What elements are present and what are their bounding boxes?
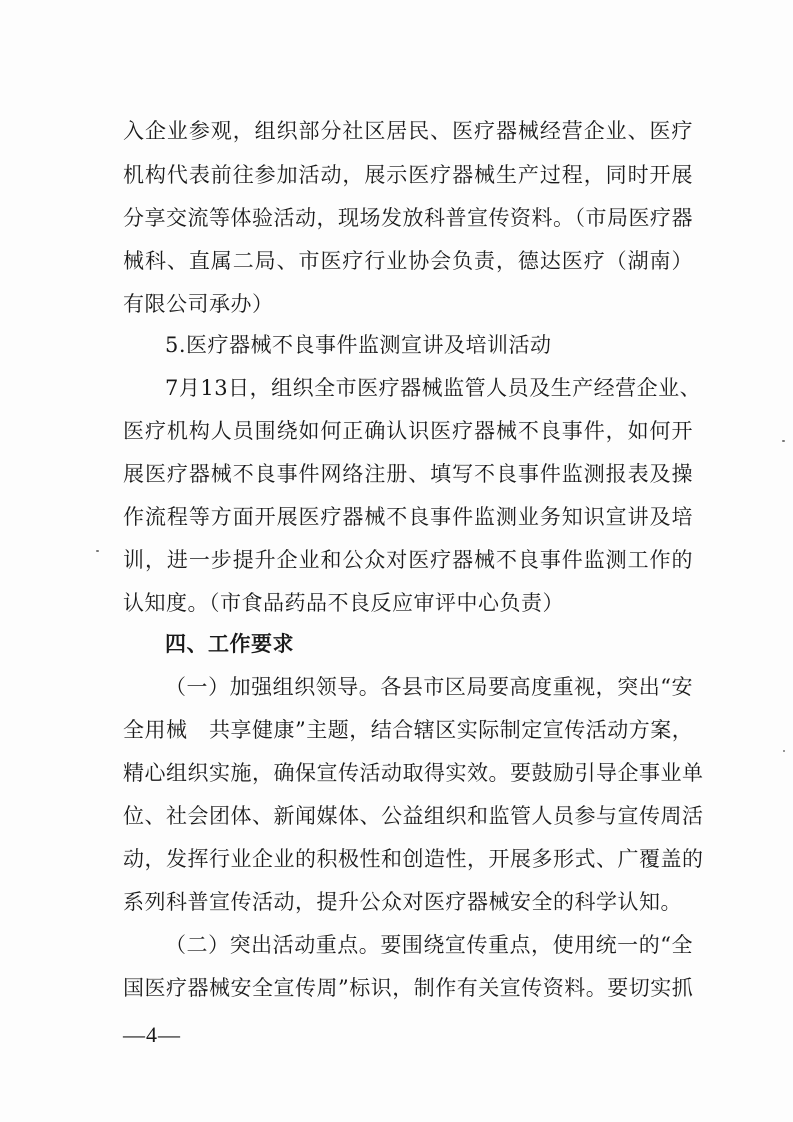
body-line: 入企业参观，组织部分社区居民、医疗器械经营企业、医疗 — [123, 119, 693, 143]
body-line: 全用械 共享健康”主题，结合辖区实际制定宣传活动方案， — [123, 718, 694, 742]
scan-speck — [782, 440, 785, 442]
body-line: （一）加强组织领导。各县市区局要高度重视，突出“安 — [165, 675, 693, 699]
scan-speck — [783, 750, 785, 752]
body-line: 医疗机构人员围绕如何正确认识医疗器械不良事件，如何开 — [123, 419, 693, 443]
body-line: 分享交流等体验活动，现场发放科普宣传资料。（市局医疗器 — [123, 206, 693, 230]
body-line: 系列科普宣传活动，提升公众对医疗器械安全的科学认知。 — [123, 890, 682, 914]
body-line: 位、社会团体、新闻媒体、公益组织和监管人员参与宣传周活 — [123, 804, 704, 828]
body-line: 动，发挥行业企业的积极性和创造性，开展多形式、广覆盖的 — [123, 847, 704, 871]
body-line: 作流程等方面开展医疗器械不良事件监测业务知识宣讲及培 — [123, 505, 693, 529]
page-number: —4— — [123, 1022, 181, 1047]
body-line: 有限公司承办） — [123, 292, 274, 316]
body-line: 精心组织实施，确保宣传活动取得实效。要鼓励引导企事业单 — [123, 761, 704, 785]
body-line: 训，进一步提升企业和公众对医疗器械不良事件监测工作的 — [123, 548, 693, 572]
section-heading: 四、工作要求 — [165, 632, 294, 656]
body-line: 械科、直属二局、市医疗行业协会负责，德达医疗（湖南） — [123, 249, 693, 273]
body-line: 认知度。（市食品药品不良反应审评中心负责） — [123, 591, 564, 615]
body-line: （二）突出活动重点。要围绕宣传重点，使用统一的“全 — [165, 933, 693, 957]
scan-speck — [96, 550, 99, 552]
body-line: 7月13日，组织全市医疗器械监管人员及生产经营企业、 — [165, 376, 702, 400]
section-subheading: 5.医疗器械不良事件监测宣讲及培训活动 — [165, 333, 552, 357]
body-line: 国医疗器械安全宣传周”标识，制作有关宣传资料。要切实抓 — [123, 976, 694, 1000]
body-line: 机构代表前往参加活动，展示医疗器械生产过程，同时开展 — [123, 163, 693, 187]
body-line: 展医疗器械不良事件网络注册、填写不良事件监测报表及操 — [123, 462, 693, 486]
